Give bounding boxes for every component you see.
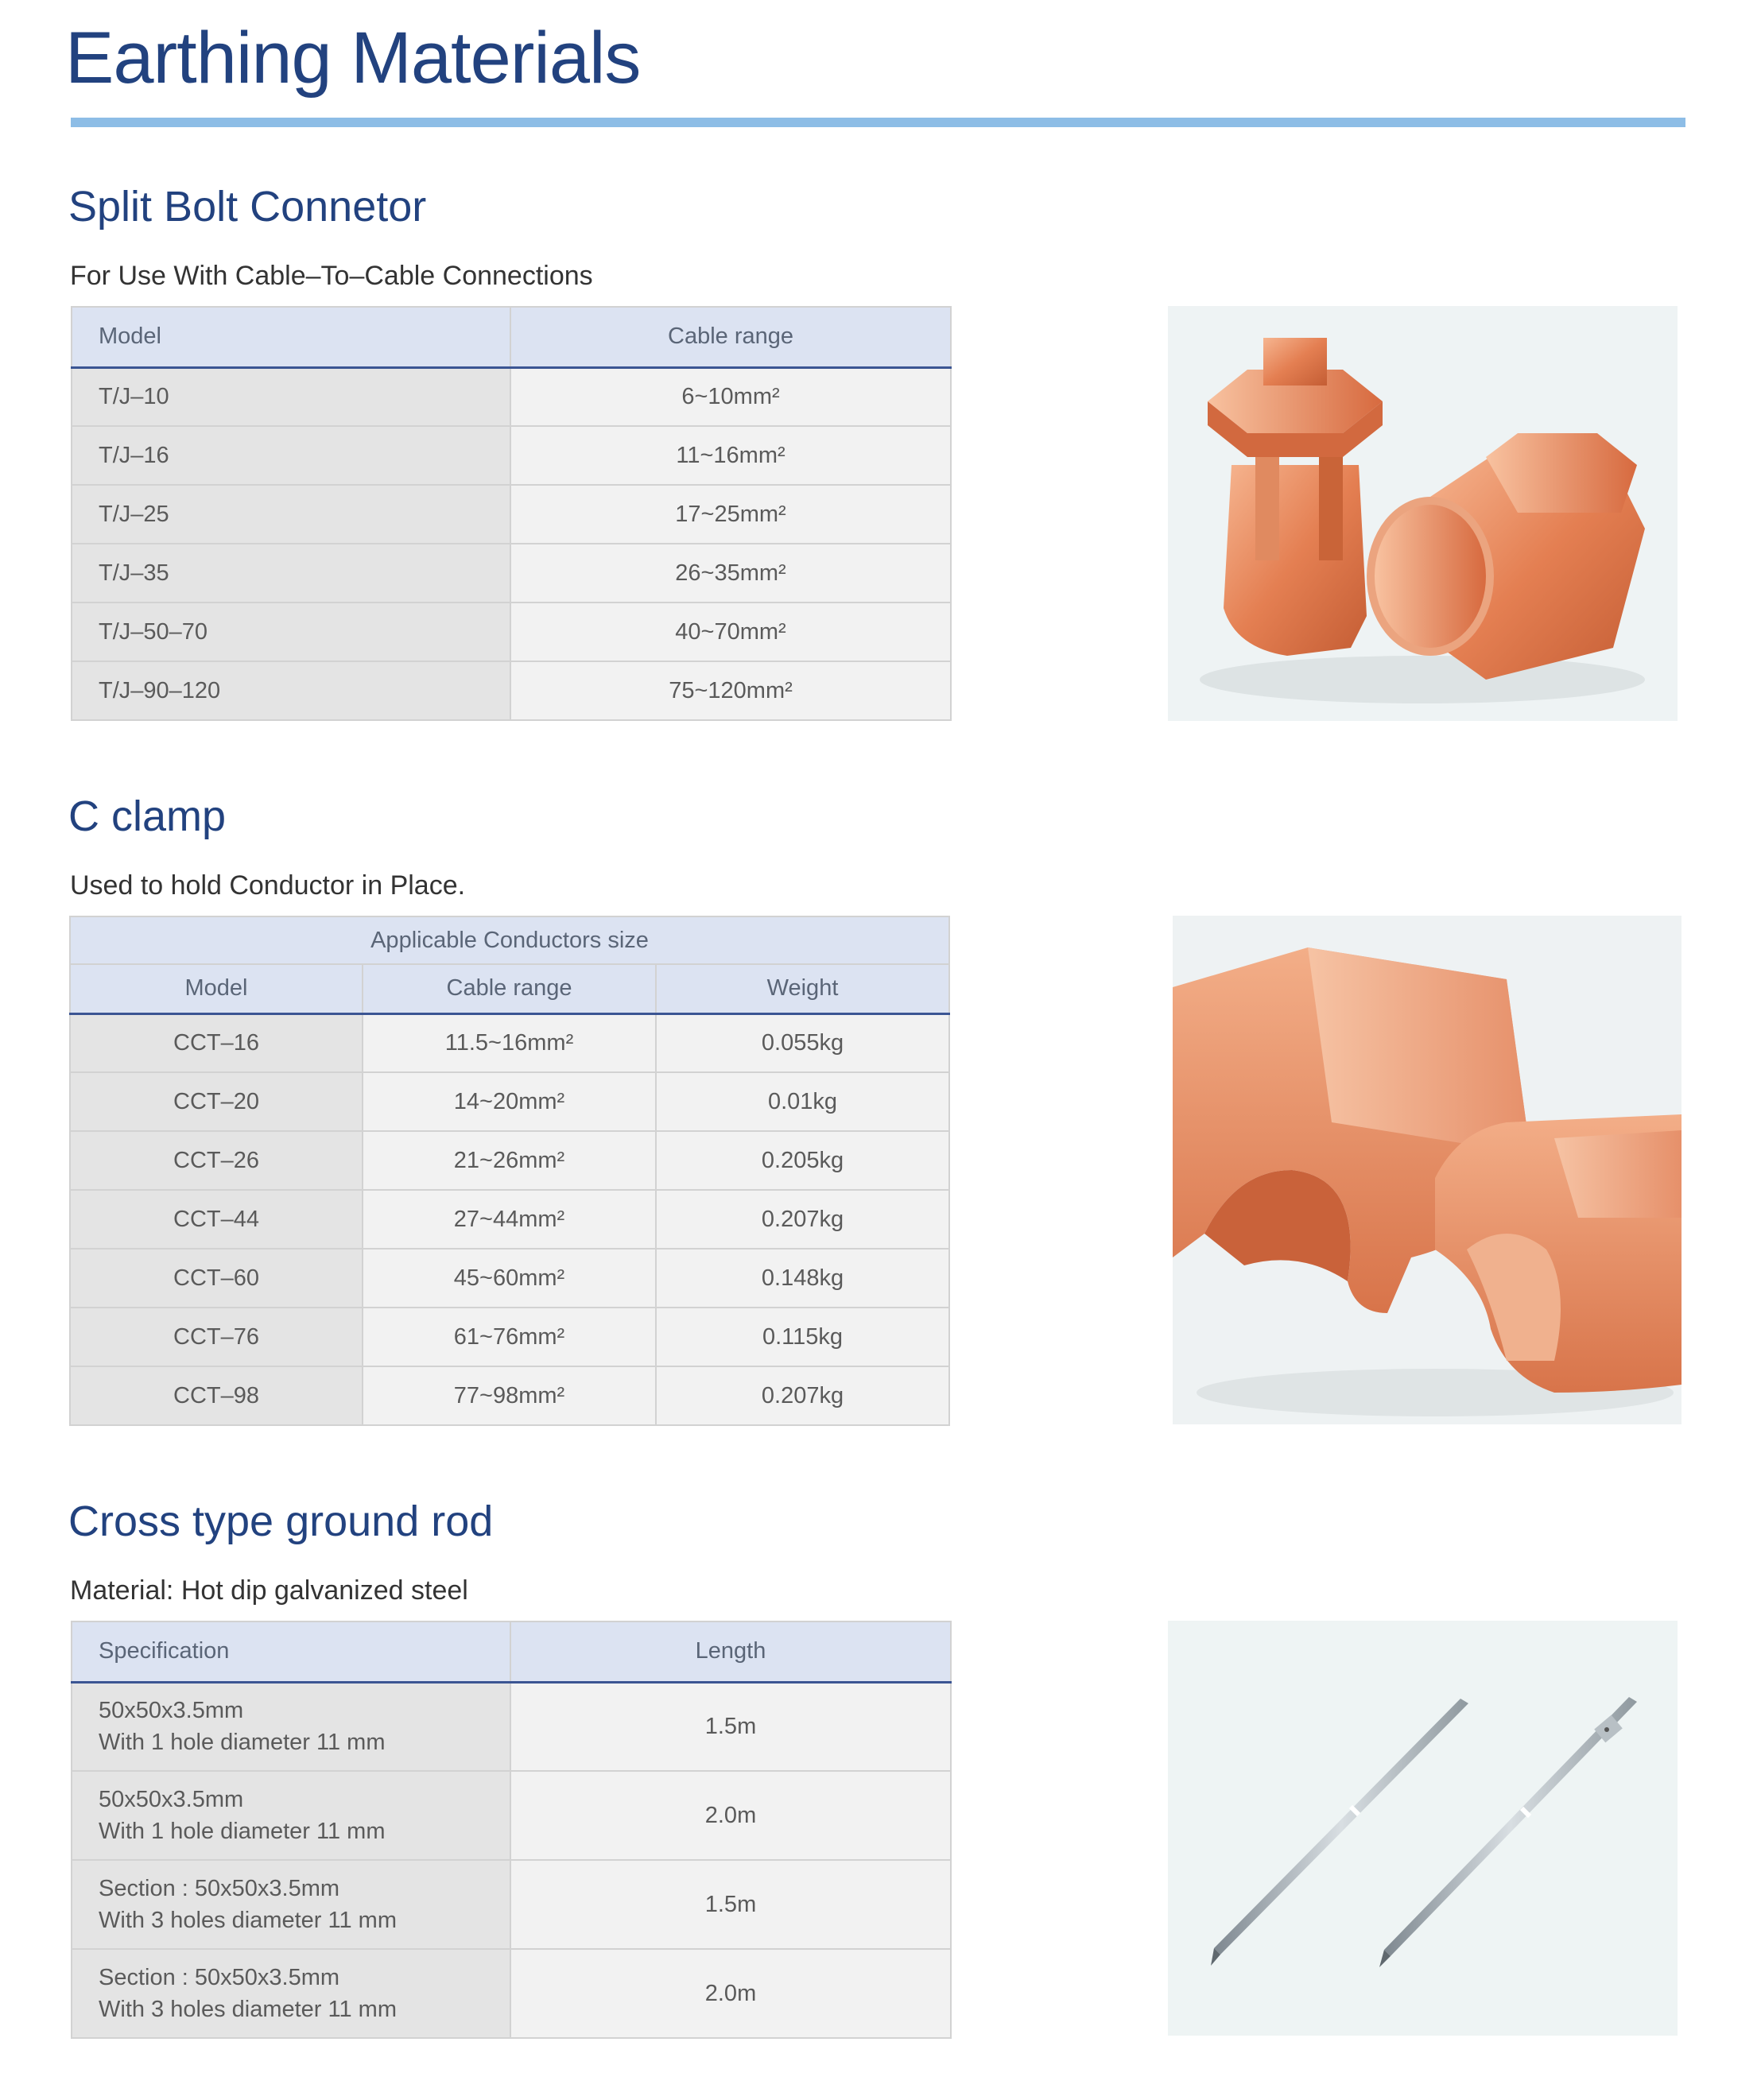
cable-range-cell: 27~44mm² [363, 1190, 656, 1249]
spec-line-2: With 3 holes diameter 11 mm [99, 1908, 397, 1933]
length-cell: 2.0m [510, 1771, 951, 1860]
c-clamp-table [69, 916, 950, 1426]
cable-range-cell: 21~26mm² [363, 1131, 656, 1190]
table-row [70, 1013, 949, 1072]
specification-cell [72, 1771, 510, 1860]
ground-rod-title: Cross type ground rod [68, 1498, 494, 1545]
table-row [70, 1366, 949, 1425]
split-bolt-connector-photo [1168, 306, 1678, 721]
model-cell: T/J–35 [72, 544, 510, 602]
model-cell: T/J–10 [72, 367, 510, 426]
table-group-header-row [70, 916, 949, 964]
model-cell: CCT–26 [70, 1131, 363, 1190]
cable-range-cell: 75~120mm² [510, 661, 951, 720]
split-bolt-title: Split Bolt Connetor [68, 183, 427, 231]
model-cell: CCT–44 [70, 1190, 363, 1249]
cable-range-cell: 11~16mm² [510, 426, 951, 485]
length-cell: 2.0m [510, 1949, 951, 2038]
header-length: Length [510, 1621, 951, 1682]
table-header-row [72, 1621, 951, 1682]
table-row [72, 1860, 951, 1949]
cable-range-cell: 6~10mm² [510, 367, 951, 426]
header-model: Model [70, 964, 363, 1013]
model-cell: CCT–60 [70, 1249, 363, 1308]
cable-range-cell: 45~60mm² [363, 1249, 656, 1308]
specification-cell [72, 1682, 510, 1771]
weight-cell: 0.115kg [656, 1308, 949, 1366]
table-row [72, 544, 951, 602]
spec-line-1: 50x50x3.5mm [99, 1698, 244, 1724]
spec-line-1: 50x50x3.5mm [99, 1787, 244, 1812]
table-row [72, 1771, 951, 1860]
cable-range-cell: 14~20mm² [363, 1072, 656, 1131]
table-row [70, 1308, 949, 1366]
table-row [72, 1949, 951, 2038]
length-cell: 1.5m [510, 1682, 951, 1771]
c-clamp-title: C clamp [68, 792, 227, 840]
table-row [72, 485, 951, 544]
weight-cell: 0.055kg [656, 1013, 949, 1072]
cross-ground-rod-photo [1168, 1621, 1678, 2036]
table-row [72, 602, 951, 661]
table-row [70, 1190, 949, 1249]
header-cable-range: Cable range [363, 964, 656, 1013]
weight-cell: 0.207kg [656, 1190, 949, 1249]
table-row [72, 1682, 951, 1771]
weight-cell: 0.207kg [656, 1366, 949, 1425]
table-row [70, 1131, 949, 1190]
ground-rod-subtitle: Material: Hot dip galvanized steel [70, 1575, 468, 1606]
table-header-row [72, 307, 951, 367]
model-cell: T/J–50–70 [72, 602, 510, 661]
model-cell: T/J–90–120 [72, 661, 510, 720]
title-divider [71, 118, 1685, 127]
c-clamp-photo [1173, 916, 1681, 1424]
cable-range-cell: 40~70mm² [510, 602, 951, 661]
c-clamp-subtitle: Used to hold Conductor in Place. [70, 870, 466, 901]
cable-range-cell: 17~25mm² [510, 485, 951, 544]
header-specification: Specification [72, 1621, 510, 1682]
spec-line-2: With 3 holes diameter 11 mm [99, 1997, 397, 2022]
model-cell: CCT–98 [70, 1366, 363, 1425]
specification-cell [72, 1949, 510, 2038]
cable-range-cell: 26~35mm² [510, 544, 951, 602]
model-cell: T/J–25 [72, 485, 510, 544]
length-cell: 1.5m [510, 1860, 951, 1949]
table-row [72, 661, 951, 720]
cable-range-cell: 77~98mm² [363, 1366, 656, 1425]
spec-line-2: With 1 hole diameter 11 mm [99, 1819, 386, 1844]
cable-range-cell: 61~76mm² [363, 1308, 656, 1366]
table-header-row [70, 964, 949, 1013]
page-title: Earthing Materials [65, 17, 641, 99]
split-bolt-table [71, 306, 952, 721]
header-cable-range: Cable range [510, 307, 951, 367]
split-bolt-subtitle: For Use With Cable–To–Cable Connections [70, 261, 593, 291]
spec-line-1: Section : 50x50x3.5mm [99, 1965, 340, 1990]
spec-line-2: With 1 hole diameter 11 mm [99, 1730, 386, 1756]
header-weight: Weight [656, 964, 949, 1013]
header-applicable-conductors: Applicable Conductors size [70, 916, 949, 964]
table-row [72, 426, 951, 485]
ground-rod-table [71, 1621, 952, 2039]
model-cell: CCT–76 [70, 1308, 363, 1366]
table-row [72, 367, 951, 426]
weight-cell: 0.01kg [656, 1072, 949, 1131]
weight-cell: 0.205kg [656, 1131, 949, 1190]
table-row [70, 1072, 949, 1131]
model-cell: T/J–16 [72, 426, 510, 485]
header-model: Model [72, 307, 510, 367]
model-cell: CCT–20 [70, 1072, 363, 1131]
specification-cell [72, 1860, 510, 1949]
spec-line-1: Section : 50x50x3.5mm [99, 1876, 340, 1901]
table-row [70, 1249, 949, 1308]
weight-cell: 0.148kg [656, 1249, 949, 1308]
model-cell: CCT–16 [70, 1013, 363, 1072]
cable-range-cell: 11.5~16mm² [363, 1013, 656, 1072]
